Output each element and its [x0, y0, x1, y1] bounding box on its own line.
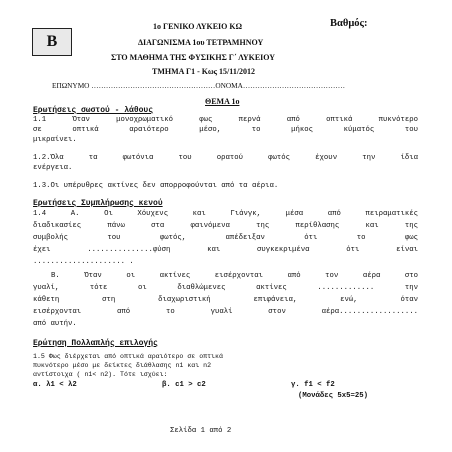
q13-line: 1.3.Οι υπέρυθρες ακτίνες δεν απορροφούνται από τα αέρια. — [33, 182, 279, 190]
theme-title: ΘΕΜΑ 1ο — [205, 97, 240, 106]
q14a-line: διαδικασίες πάνω στα φαινόμενα της περίθλασης και της — [33, 222, 418, 230]
q14a-line: έχει ...............φύση και συγκεκριμένα ότι είναι — [33, 246, 418, 254]
q14b-line: γυαλί, τότε οι διαθλώμενες ακτίνες ............. την — [33, 284, 418, 292]
fill-heading: Ερωτήσεις Συμπλήρωσης κενού — [33, 199, 163, 208]
q14b-line: κάθετη στη διαχωριστική επιφάνεια, ενώ, όταν — [33, 296, 418, 304]
subject-line: ΣΤΟ ΜΑΘΗΜΑ ΤΗΣ ΦΥΣΙΚΗΣ Γ΄ ΛΥΚΕΙΟΥ — [111, 53, 276, 62]
option-a: α. λ1 < λ2 — [33, 381, 77, 389]
option-b: β. c1 > c2 — [162, 381, 206, 389]
q12-line: 1.2.Όλα τα φωτόνια του ορατού φωτός έχουν την ίδια — [33, 154, 418, 162]
test-title: ΔΙΑΓΩΝΙΣΜΑ 1ου ΤΕΤΡΑΜΗΝΟΥ — [138, 38, 264, 47]
q15-line: αντίστοιχα ( n1< n2). Τότε ισχύει: — [33, 371, 168, 378]
q11-line: μικραίνει. — [33, 136, 77, 144]
q15-line: 1.5 Φως διέρχεται από οπτικά αραιότερο σε οπτικά — [33, 353, 223, 360]
q15-line: πυκνότερο μέσο με δείκτες διάθλασης n1 και n2 — [33, 362, 212, 369]
surname-name-field: ΕΠΩΝΥΜΟ ……………………………………………ΟΝΟΜΑ…………………………………… — [52, 81, 346, 90]
mc-heading: Ερώτηση Πολλαπλής επιλογής — [33, 339, 158, 348]
school-name: 1ο ΓΕΝΙΚΟ ΛΥΚΕΙΟ ΚΩ — [153, 22, 242, 31]
q14b-line: εισέρχονται από το γυαλί στον αέρα.................. — [33, 308, 418, 316]
q14a-line: 1.4 Α. Οι Χόυχενς και Γιάνγκ, μέσα από πειραματικές — [33, 210, 418, 218]
version-badge: B — [32, 28, 72, 56]
option-c: γ. f1 < f2 — [291, 381, 335, 389]
grade-label: Βαθμός: — [330, 18, 368, 29]
q14b-line: από αυτήν. — [33, 320, 77, 328]
q14a-line: συμβολής του φωτός, απέδειξαν ότι το φως — [33, 234, 418, 242]
q14b-line: Β. Όταν οι ακτίνες εισέρχονται από τον αέρα στο — [51, 272, 418, 280]
tf-heading: Ερωτήσεις σωστού - λάθους — [33, 106, 154, 115]
q11-line: 1.1 Όταν μονοχρωματικό φως περνά από οπτικά πυκνότερο — [33, 116, 418, 124]
class-date: ΤΜΗΜΑ Γ1 - Κως 15/11/2012 — [152, 67, 256, 76]
q12-line: ενέργεια. — [33, 164, 73, 172]
q14a-line: ..................... . — [33, 258, 134, 266]
page-number: Σελίδα 1 από 2 — [170, 427, 232, 435]
points-label: (Μονάδες 5x5=25) — [298, 392, 369, 400]
q11-line: σε οπτικά αραιότερο μέσο, το μήκος κύματός του — [33, 126, 418, 134]
